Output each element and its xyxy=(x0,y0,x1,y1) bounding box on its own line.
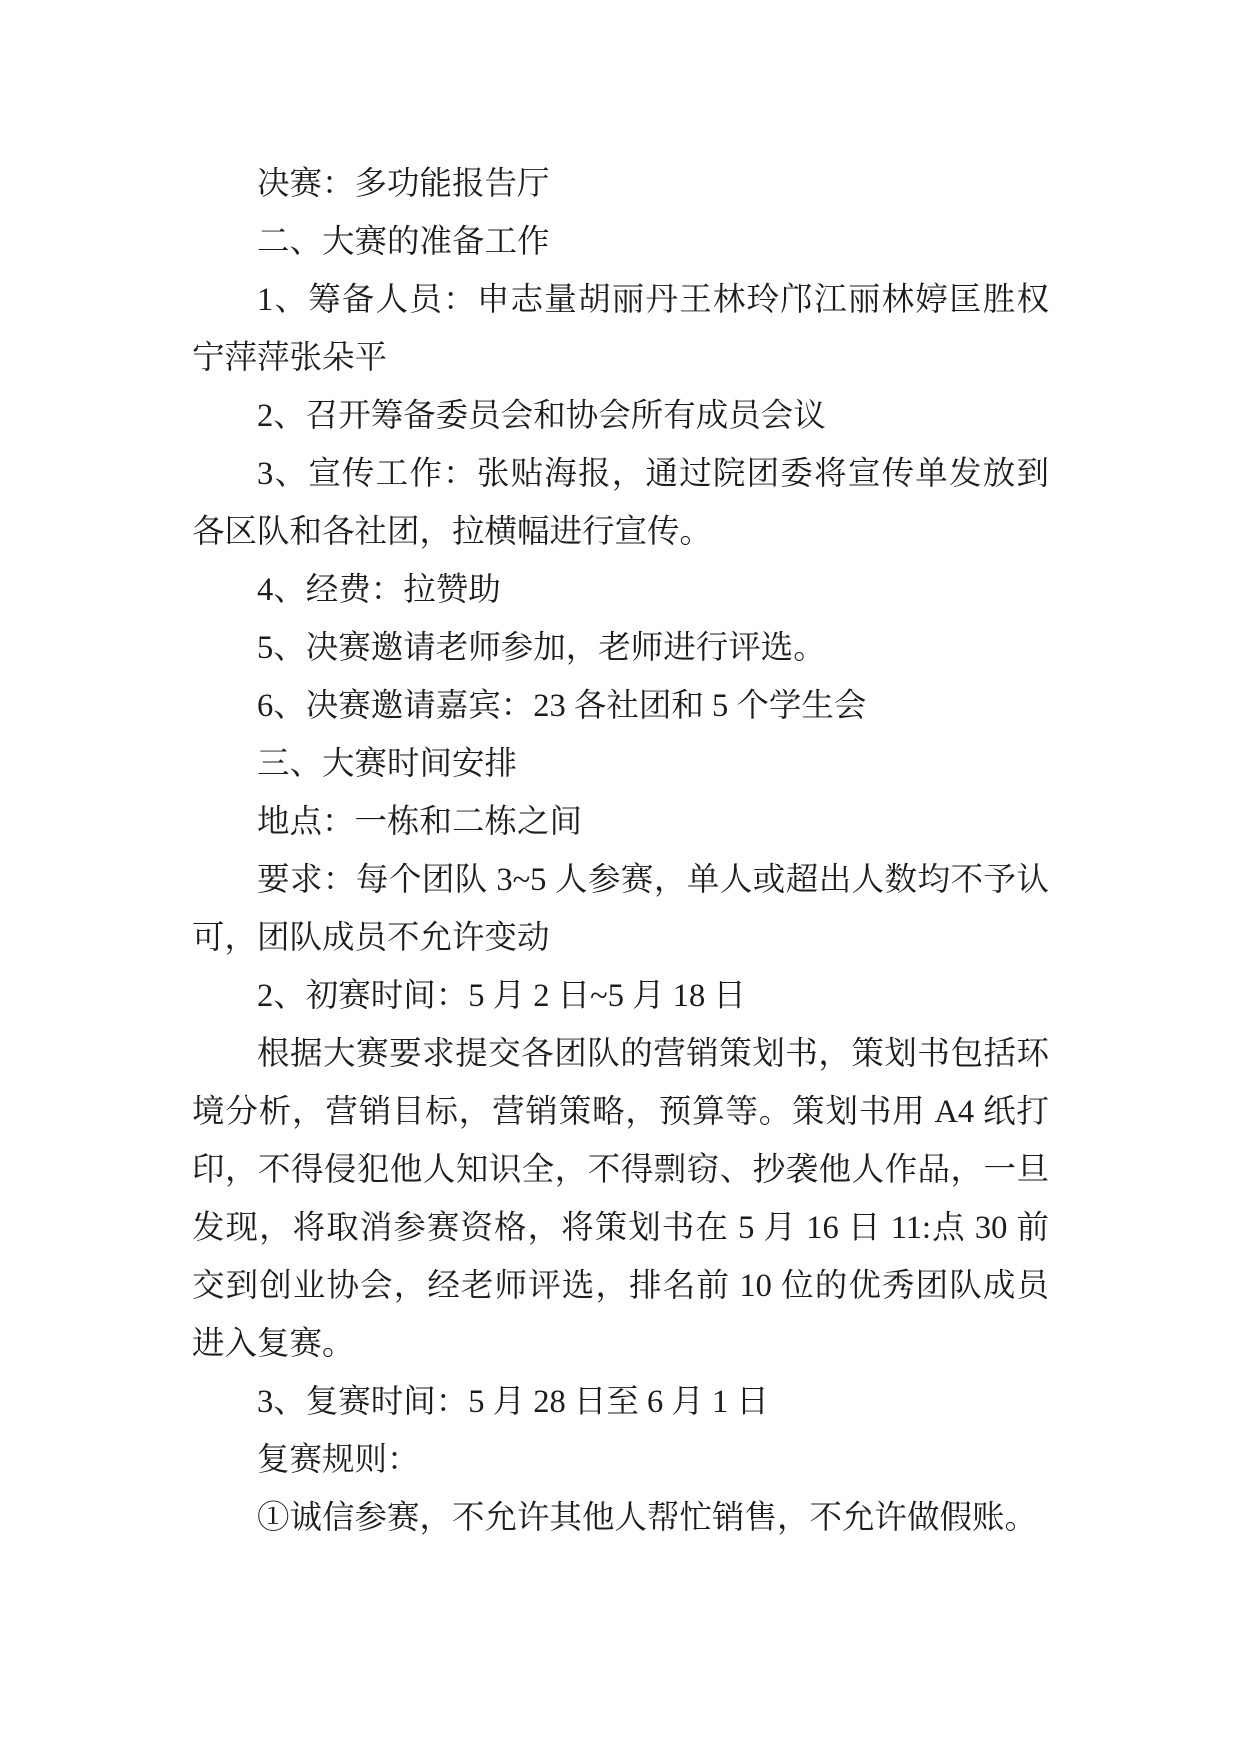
paragraph-funding xyxy=(192,561,1049,619)
paragraph-semifinal-time xyxy=(192,1373,1049,1431)
paragraph-publicity xyxy=(192,445,1049,561)
text-line: 发现，将取消参赛资格，将策划书在 5 月 16 日 11:点 30 前 xyxy=(192,1210,1049,1246)
document-body xyxy=(192,155,1049,1547)
text-line: 可，团队成员不允许变动 xyxy=(192,920,550,956)
text-line: 境分析，营销目标，营销策略，预算等。策划书用 A4 纸打 xyxy=(192,1094,1049,1130)
text-line: 4、经费：拉赞助 xyxy=(257,572,501,608)
text-line: 根据大赛要求提交各团队的营销策划书，策划书包括环 xyxy=(257,1036,1049,1072)
text-line: 地点：一栋和二栋之间 xyxy=(257,804,583,840)
text-line: 1、筹备人员：申志量胡丽丹王林玲邝江丽林婷匡胜权 xyxy=(257,282,1049,318)
paragraph-requirements xyxy=(192,851,1049,967)
paragraph-organizers xyxy=(192,271,1049,387)
paragraph-guests xyxy=(192,677,1049,735)
paragraph-preliminary-time xyxy=(192,967,1049,1025)
text-line: 交到创业协会，经老师评选，排名前 10 位的优秀团队成员 xyxy=(192,1268,1049,1304)
text-line: 3、复赛时间：5 月 28 日至 6 月 1 日 xyxy=(257,1384,769,1420)
text-line: 要求：每个团队 3~5 人参赛，单人或超出人数均不予认 xyxy=(257,862,1049,898)
text-line: 复赛规则： xyxy=(257,1442,420,1478)
text-line: 各区队和各社团，拉横幅进行宣传。 xyxy=(192,514,713,550)
text-line: 三、大赛时间安排 xyxy=(257,746,518,782)
section-heading-preparation xyxy=(192,213,1049,271)
paragraph-preliminary-rules xyxy=(192,1025,1049,1373)
paragraph-location xyxy=(192,793,1049,851)
paragraph-semifinal-rules-heading xyxy=(192,1431,1049,1489)
text-line: 进入复赛。 xyxy=(192,1326,355,1362)
section-heading-schedule xyxy=(192,735,1049,793)
text-line: 宁萍萍张朵平 xyxy=(192,340,388,376)
text-line: 2、召开筹备委员会和协会所有成员会议 xyxy=(257,398,826,434)
paragraph-meeting xyxy=(192,387,1049,445)
text-line: 决赛：多功能报告厅 xyxy=(257,166,550,202)
text-line: 3、宣传工作：张贴海报，通过院团委将宣传单发放到 xyxy=(257,456,1049,492)
text-line: 印，不得侵犯他人知识全，不得剽窃、抄袭他人作品，一旦 xyxy=(192,1152,1049,1188)
paragraph-judges xyxy=(192,619,1049,677)
text-line: ①诚信参赛，不允许其他人帮忙销售，不允许做假账。 xyxy=(257,1500,1038,1536)
text-line: 2、初赛时间：5 月 2 日~5 月 18 日 xyxy=(257,978,746,1014)
text-line: 5、决赛邀请老师参加，老师进行评选。 xyxy=(257,630,826,666)
text-line: 二、大赛的准备工作 xyxy=(257,224,550,260)
paragraph-rule-1 xyxy=(192,1489,1049,1547)
paragraph-final-venue xyxy=(192,155,1049,213)
text-line: 6、决赛邀请嘉宾：23 各社团和 5 个学生会 xyxy=(257,688,867,724)
